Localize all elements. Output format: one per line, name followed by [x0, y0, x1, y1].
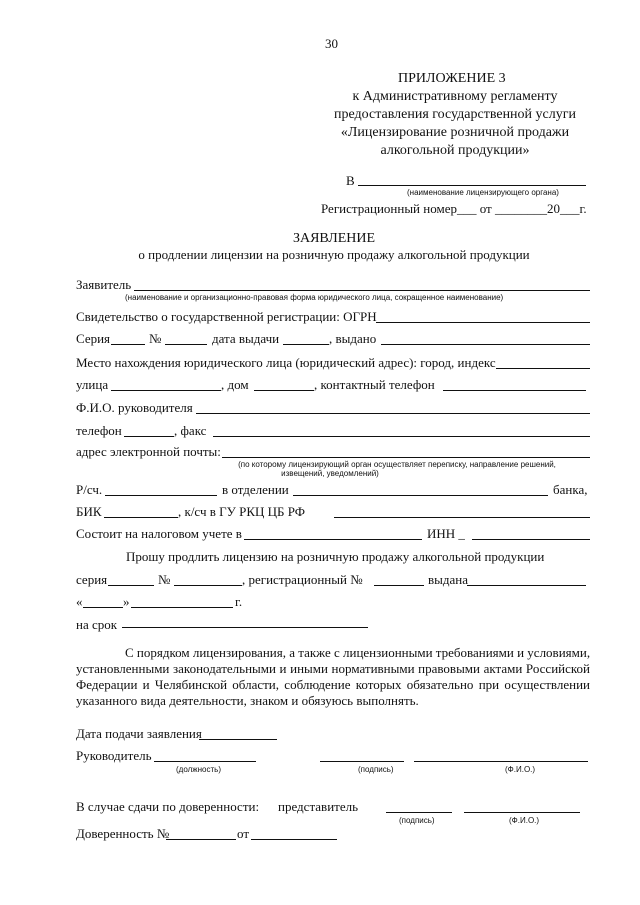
- bik-label: БИК: [76, 504, 102, 519]
- appendix-title: ПРИЛОЖЕНИЕ 3: [398, 71, 506, 86]
- representative-signature-field[interactable]: [386, 812, 452, 813]
- statement-paragraph: [76, 645, 590, 709]
- tel-label: телефон: [76, 423, 122, 438]
- license-number-label: №: [158, 572, 171, 587]
- statement-line: указанного вида деятельности, знаком и обязуюсь выполнять.: [76, 693, 419, 708]
- email-field[interactable]: [222, 457, 590, 458]
- term-field[interactable]: [122, 627, 368, 628]
- license-reg-field[interactable]: [374, 585, 424, 586]
- corr-label: , к/сч в ГУ РКЦ ЦБ РФ: [178, 504, 306, 519]
- power-of-attorney-date-field[interactable]: [251, 839, 337, 840]
- director-field[interactable]: [196, 413, 590, 414]
- issued-by-field[interactable]: [381, 344, 590, 345]
- signature-hint: (подпись): [399, 816, 435, 825]
- license-issued-label: выдана: [428, 572, 468, 587]
- request-text: Прошу продлить лицензию на розничную продажу алкогольной продукции: [126, 549, 545, 564]
- phone-field[interactable]: [443, 390, 586, 391]
- representative-fio-field[interactable]: [464, 812, 580, 813]
- statement-line: установленными законодательными и иными нормативными правовыми актами Российской: [76, 661, 590, 676]
- ogrn-field[interactable]: [376, 322, 590, 323]
- house-label: , дом: [221, 377, 249, 392]
- addressee-hint: (наименование лицензирующего органа): [407, 188, 559, 197]
- position-hint: (должность): [176, 765, 221, 774]
- applicant-label: Заявитель: [76, 277, 132, 292]
- street-label: улица: [76, 377, 109, 392]
- tax-field[interactable]: [244, 539, 422, 540]
- corr-field[interactable]: [334, 517, 590, 518]
- branch-label: в отделении: [222, 482, 289, 497]
- license-issued-field[interactable]: [467, 585, 586, 586]
- issued-by-label: , выдано: [329, 331, 377, 346]
- power-of-attorney-label: Доверенность №: [76, 826, 170, 841]
- applicant-field[interactable]: [134, 290, 590, 291]
- tel-field[interactable]: [124, 436, 174, 437]
- ogrn-label: Свидетельство о государственной регистрации: ОГРН: [76, 309, 377, 324]
- date-close-quote: »: [123, 594, 130, 609]
- registration-number: Регистрационный номер___ от ________20___г.: [321, 201, 587, 216]
- bik-field[interactable]: [104, 517, 178, 518]
- date-open-quote: «: [76, 594, 83, 609]
- house-field[interactable]: [254, 390, 314, 391]
- submission-date-field[interactable]: [199, 739, 277, 740]
- license-seria-field[interactable]: [108, 585, 154, 586]
- email-hint: (по которому лицензирующий орган осуществляет переписку, направление решений,: [238, 460, 556, 469]
- statement-line: Федерации и Челябинской области, соблюдение которых обязательно при осуществлении: [76, 677, 590, 692]
- fio-hint: (Ф.И.О.): [509, 816, 540, 825]
- submission-date-label: Дата подачи заявления: [76, 726, 202, 741]
- proxy-label: В случае сдачи по доверенности:: [76, 799, 260, 814]
- date-day-field[interactable]: [83, 607, 123, 608]
- location-label: Место нахождения юридического лица (юридический адрес): город, индекс: [76, 355, 496, 370]
- fio-hint: (Ф.И.О.): [505, 765, 536, 774]
- bank-label: банка,: [553, 482, 588, 497]
- issue-date-label: дата выдачи: [212, 331, 280, 346]
- tax-label: Состоит на налоговом учете в: [76, 526, 242, 541]
- director-position-field[interactable]: [154, 761, 256, 762]
- director-sign-label: Руководитель: [76, 748, 152, 763]
- seria-field[interactable]: [111, 344, 145, 345]
- location-field[interactable]: [496, 368, 590, 369]
- addressee-prefix: В: [346, 173, 355, 188]
- director-signature-field[interactable]: [320, 761, 404, 762]
- director-fio-field[interactable]: [414, 761, 588, 762]
- email-label: адрес электронной почты:: [76, 444, 221, 459]
- addressee-field[interactable]: [358, 185, 586, 186]
- document-title: ЗАЯВЛЕНИЕ: [292, 231, 376, 246]
- inn-field[interactable]: [472, 539, 590, 540]
- number-field[interactable]: [165, 344, 207, 345]
- date-month-field[interactable]: [131, 607, 233, 608]
- branch-field[interactable]: [293, 495, 548, 496]
- appendix-line: предоставления государственной услуги: [334, 107, 576, 122]
- issue-date-field[interactable]: [283, 344, 329, 345]
- seria-label: Серия: [76, 331, 111, 346]
- street-field[interactable]: [111, 390, 221, 391]
- license-number-field[interactable]: [174, 585, 242, 586]
- applicant-hint: (наименование и организационно-правовая форма юридического лица, сокращенное наименование): [125, 293, 504, 302]
- email-hint: извещений, уведомлений): [281, 469, 379, 478]
- representative-label: представитель: [278, 799, 359, 814]
- appendix-line: «Лицензирование розничной продажи: [340, 125, 570, 140]
- director-label: Ф.И.О. руководителя: [76, 400, 193, 415]
- document-subtitle: о продлении лицензии на розничную продажу алкогольной продукции: [138, 247, 530, 262]
- account-label: Р/сч.: [76, 482, 103, 497]
- statement-line: С порядком лицензирования, а также с лицензионными требованиями и условиями,: [125, 645, 591, 660]
- account-field[interactable]: [105, 495, 217, 496]
- number-label: №: [149, 331, 162, 346]
- term-label: на срок: [76, 617, 118, 632]
- appendix-line: к Административному регламенту: [352, 89, 558, 104]
- power-of-attorney-number-field[interactable]: [166, 839, 236, 840]
- power-of-attorney-from-label: от: [237, 826, 250, 841]
- page-number: 30: [325, 36, 338, 51]
- inn-label: ИНН _: [427, 526, 465, 541]
- fax-label: , факс: [174, 423, 207, 438]
- license-seria-label: серия: [76, 572, 108, 587]
- signature-hint: (подпись): [358, 765, 394, 774]
- license-reg-label: , регистрационный №: [242, 572, 363, 587]
- date-year-label: г.: [235, 594, 243, 609]
- fax-field[interactable]: [213, 436, 590, 437]
- appendix-line: алкогольной продукции»: [380, 143, 530, 158]
- phone-label: , контактный телефон: [314, 377, 435, 392]
